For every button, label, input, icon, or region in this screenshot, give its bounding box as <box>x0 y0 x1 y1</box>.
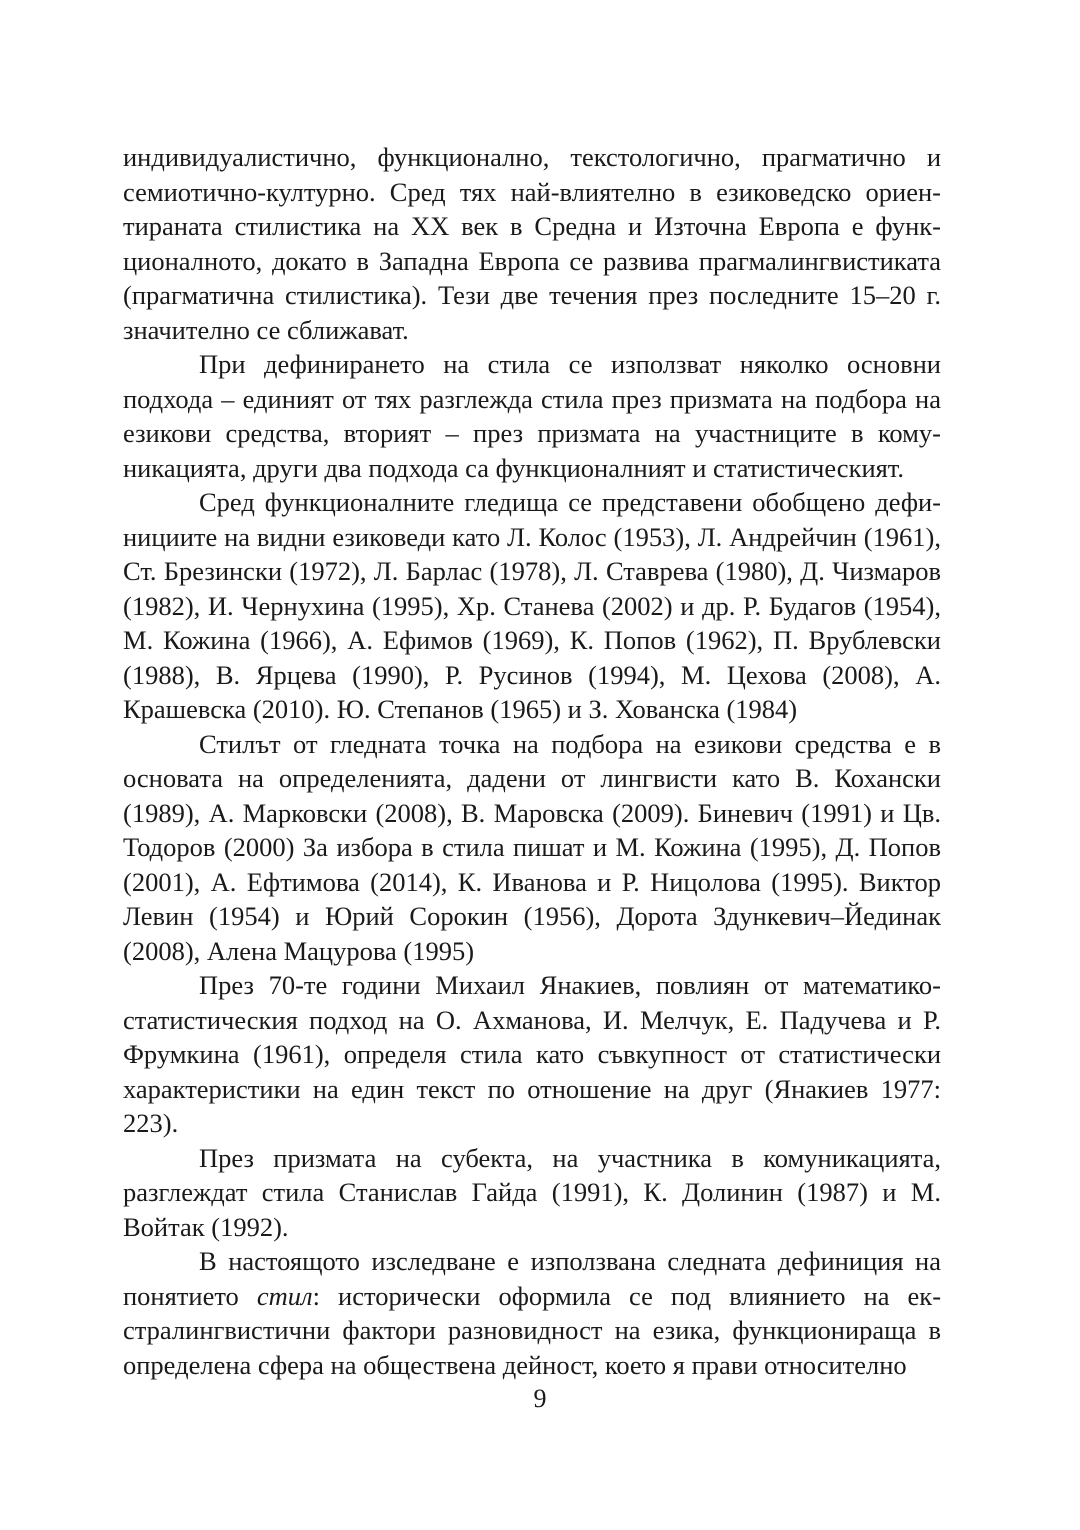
paragraph-5: През 70-те години Михаил Янакиев, повлиян от математико-статистическия подход на О. Ахманова, И. Мелчук, Е. Падучева и Р. Фрумкина (1961), определя стила като съвкупност от статистически характеристики на един текст по отношение на друг (Янакиев 1977: 223). <box>123 970 941 1138</box>
paragraph-2: При дефинирането на стила се използват няколко основни подхода – единият от тях разглежда стила през призмата на подбора на езикови средства, вторият – през призмата на участниците в комуникацията, други два подхода са функционалният и статистическият. <box>123 349 941 483</box>
paragraph-3: Сред функционалните гледища се представени обобщено дефинициите на видни езиковеди като Л. Колос (1953), Л. Андрейчин (1961), Ст. Брезински (1972), Л. Барлас (1978), Л. Ставрева (1980), Д. Чизмаров (1982), И. Чернухина (1995), Хр. Станева (2002) и др. Р. Будагов (1954), М. Кожина (1966), А. Ефимов (1969), К. Попов (1962), П. Врублевски (1988), В. Ярцева (1990), Р. Русинов (1994), М. Цехова (2008), А. Крашевска (2010). Ю. Степанов (1965) и З. Хованска (1984) <box>123 487 941 724</box>
term-stil: стил <box>256 1280 313 1311</box>
body-text <box>123 140 941 1382</box>
paragraph-6: През призмата на субекта, на участника в комуникацията, разглеждат стила Станислав Гайда (1991), К. Долинин (1987) и М. Войтак (1992). <box>123 1142 941 1242</box>
paragraph-7-lead: В настоящото изследване е използвана следната дефиниция на понятието <box>123 1246 941 1311</box>
paragraph-4: Стилът от гледната точка на подбора на езикови средства е в основата на определенията, дадени от лингвисти като В. Кохански (1989), А. Марковски (2008), В. Маровска (2009). Биневич (1991) и Цв. Тодоров (2000) За избора в стила пишат и М. Кожина (1995), Д. Попов (2001), А. Ефтимова (2014), К. Иванова и Р. Ницолова (1995). Виктор Левин (1954) и Юрий Сорокин (1956), Дорота Здункевич–Йединак (2008), Алена Мацурова (1995) <box>123 728 941 966</box>
paragraph-7 <box>123 1244 941 1382</box>
page-number: 9 <box>533 1384 547 1413</box>
paragraph-7-rest: : исторически оформила се под влиянието на екстралингвистични фактори разновидност на езика, функционираща в определена сфера на обществена дейност, което я прави относително <box>123 1280 942 1380</box>
paragraph-1: индивидуалистично, функционално, текстологично, прагматично и семиотично-културно. Сред тях най-влиятелно в езиковедско ориентираната стилистика на ХХ век в Средна и Източна Европа е функционалното, докато в Западна Европа се развива прагмалингвистиката (прагматична стилистика). Тези две течения през последните 15–20 г. значително се сближават. <box>123 142 941 345</box>
